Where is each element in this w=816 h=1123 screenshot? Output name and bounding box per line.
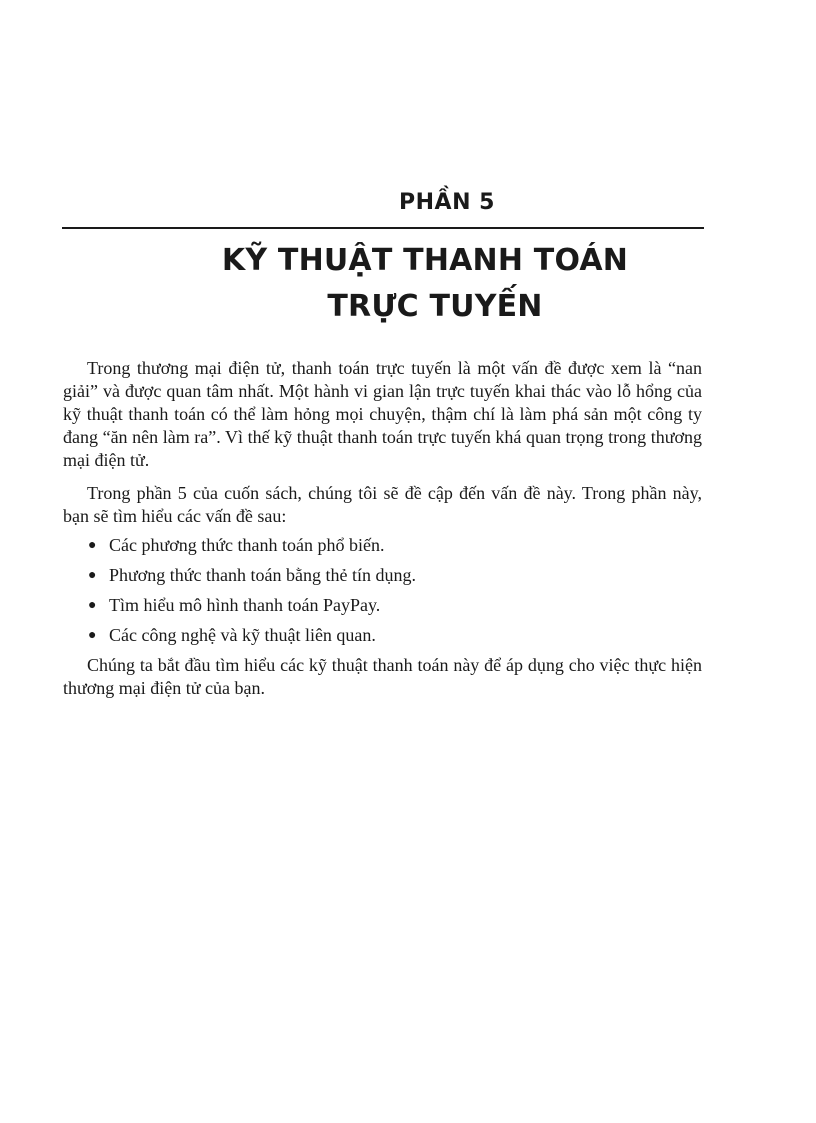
topic-list	[63, 534, 702, 647]
list-item-text: Các công nghệ và kỹ thuật liên quan.	[109, 625, 376, 645]
part-label: PHẦN 5	[399, 190, 495, 215]
list-item	[63, 594, 702, 617]
bullet-icon: ●	[88, 538, 97, 553]
part-title-line1: KỸ THUẬT THANH TOÁN	[221, 243, 629, 278]
overview-paragraph: Trong phần 5 của cuốn sách, chúng tôi sẽ đề cập đến vấn đề này. Trong phần này, bạn sẽ tìm hiểu các vấn đề sau:	[63, 483, 702, 526]
list-item	[63, 564, 702, 587]
part-title	[60, 238, 760, 330]
list-item-text: Tìm hiểu mô hình thanh toán PayPay.	[109, 595, 381, 615]
closing-paragraph: Chúng ta bắt đầu tìm hiểu các kỹ thuật thanh toán này để áp dụng cho việc thực hiện thương mại điện tử của bạn.	[63, 655, 702, 698]
part-title-line2: TRỰC TUYẾN	[327, 289, 543, 324]
bullet-icon: ●	[88, 598, 97, 613]
bullet-icon: ●	[88, 628, 97, 643]
list-item	[63, 624, 702, 647]
title-rule	[62, 227, 704, 229]
body-text	[63, 357, 702, 710]
intro-paragraph: Trong thương mại điện tử, thanh toán trực tuyến là một vấn đề được xem là “nan giải” và được quan tâm nhất. Một hành vi gian lận trực tuyến khai thác vào lỗ hổng của kỹ thuật thanh toán có thể làm hỏng mọi chuyện, thậm chí là làm phá sản một công ty đang “ăn nên làm ra”. Vì thế kỹ thuật thanh toán trực tuyến khá quan trọng trong thương mại điện tử.	[63, 358, 702, 470]
list-item	[63, 534, 702, 557]
list-item-text: Phương thức thanh toán bằng thẻ tín dụng.	[109, 565, 416, 585]
list-item-text: Các phương thức thanh toán phổ biến.	[109, 535, 385, 555]
bullet-icon: ●	[88, 568, 97, 583]
